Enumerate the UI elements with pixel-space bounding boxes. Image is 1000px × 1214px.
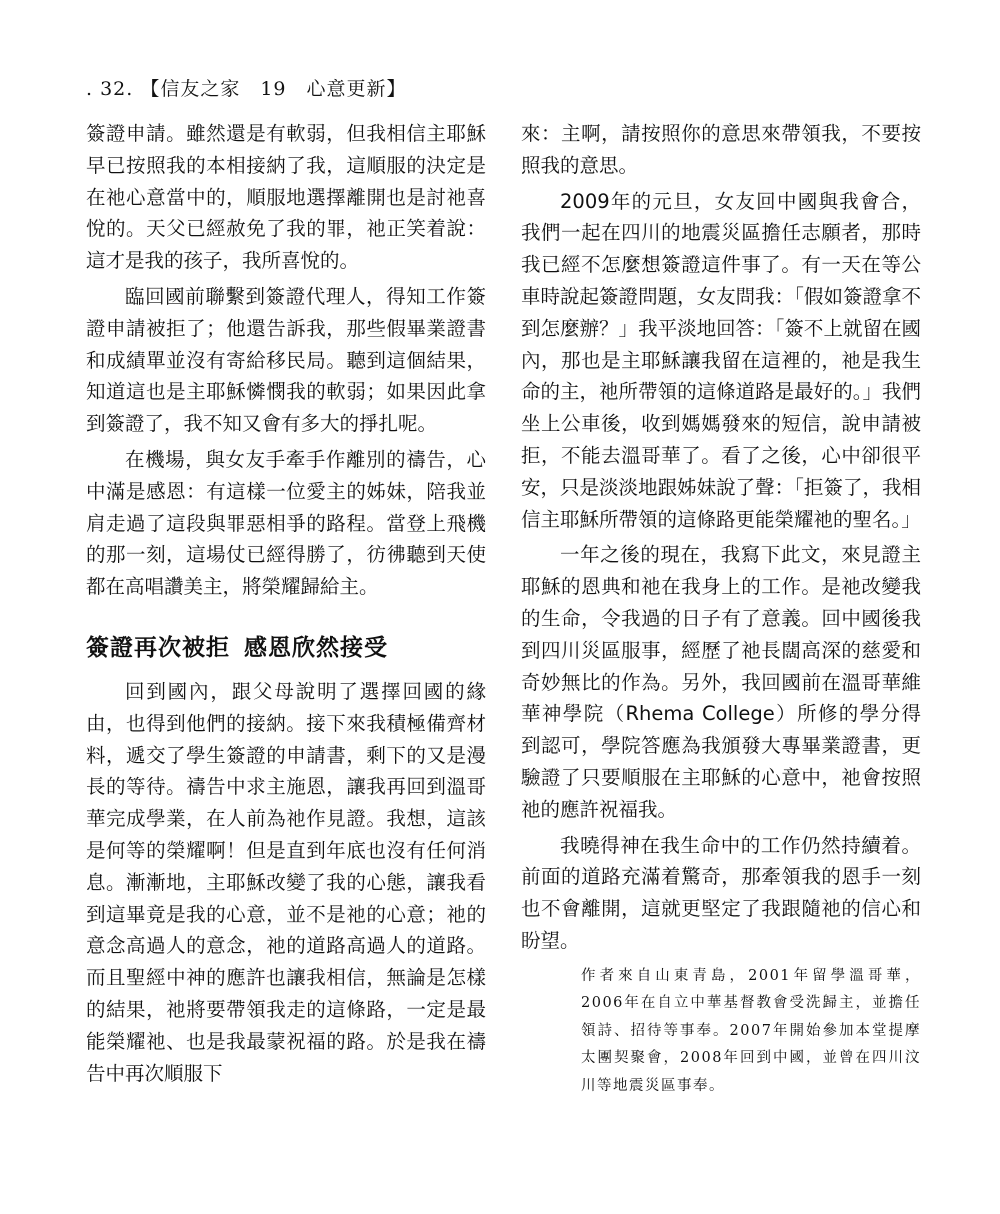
heading-part-1: 簽證再次被拒 — [86, 634, 230, 661]
left-column — [86, 118, 486, 1089]
paragraph: 回到國內，跟父母說明了選擇回國的緣由，也得到他們的接納。接下來我積極備齊材料，遞交了學生簽證的申請書，剩下的又是漫長的等待。禱告中求主施恩，讓我再回到溫哥華完成學業，在人前為祂作見證。我想，這該是何等的榮耀啊！但是直到年底也沒有任何消息。漸漸地，主耶穌改變了我的心態，讓我看到這畢竟是我的心意，並不是祂的心意；祂的意念高過人的意念，祂的道路高過人的道路。而且聖經中神的應許也讓我相信，無論是怎樣的結果，祂將要帶領我走的這條路，一定是最能榮耀祂、也是我最蒙祝福的路。於是我在禱告中再次順服下 — [86, 679, 486, 1085]
heading-part-2: 感恩欣然接受 — [244, 634, 388, 661]
section-heading — [86, 629, 486, 662]
paragraph: 來：主啊，請按照你的意思來帶領我，不要按照我的意思。 — [521, 122, 921, 177]
right-column — [521, 118, 921, 1100]
paragraph: 臨回國前聯繫到簽證代理人，得知工作簽證申請被拒了；他還告訴我，那些假畢業證書和成績單並沒有寄給移民局。聽到這個結果，知道這也是主耶穌憐憫我的軟弱；如果因此拿到簽證了，我不知又會有多大的掙扎呢。 — [86, 284, 486, 436]
paragraph: 一年之後的現在，我寫下此文，來見證主耶穌的恩典和祂在我身上的工作。是祂改變我的生命，令我過的日子有了意義。回中國後我到四川災區服事，經歷了祂長闊高深的慈愛和奇妙無比的作為。另外，我回國前在溫哥華維華神學院（Rhema College）所修的學分得到認可，學院答應為我頒發大專畢業證書，更驗證了只要順服在主耶穌的心意中，祂會按照祂的應許祝福我。 — [521, 543, 921, 821]
paragraph: 我曉得神在我生命中的工作仍然持續着。前面的道路充滿着驚奇，那牽領我的恩手一刻也不會離開，這就更堅定了我跟隨祂的信心和盼望。 — [521, 833, 921, 952]
page-header: . 32. 【信友之家 19 心意更新】 — [86, 78, 407, 100]
paragraph: 簽證申請。雖然還是有軟弱，但我相信主耶穌早已按照我的本相接納了我，這順服的決定是在祂心意當中的，順服地選擇離開也是討祂喜悅的。天父已經赦免了我的罪，祂正笑着說：這才是我的孩子，我所喜悅的。 — [86, 122, 486, 273]
paragraph: 2009年的元旦，女友回中國與我會合，我們一起在四川的地震災區擔任志願者，那時我已經不怎麼想簽證這件事了。有一天在等公車時說起簽證問題，女友問我：「假如簽證拿不到怎麼辦？」我平淡地回答：「簽不上就留在國內，那也是主耶穌讓我留在這裡的，祂是我生命的主，祂所帶領的這條道路是最好的。」我們坐上公車後，收到媽媽發來的短信，說申請被拒，不能去溫哥華了。看了之後，心中卻很平安，只是淡淡地跟姊妹說了聲：「拒簽了，我相信主耶穌所帶領的這條路更能榮耀祂的聖名。」 — [521, 189, 921, 531]
author-bio: 作者來自山東青島，2001年留學溫哥華，2006年在自立中華基督教會受洗歸主，並擔任領詩、招待等事奉。2007年開始參加本堂提摩太團契聚會，2008年回到中國，並曾在四川汶川等地震災區事奉。 — [581, 967, 921, 1094]
paragraph: 在機場，與女友手牽手作離別的禱告，心中滿是感恩：有這樣一位愛主的姊妹，陪我並肩走過了這段與罪惡相爭的路程。當登上飛機的那一刻，這場仗已經得勝了，彷彿聽到天使都在高唱讚美主，將榮耀歸給主。 — [86, 447, 486, 599]
